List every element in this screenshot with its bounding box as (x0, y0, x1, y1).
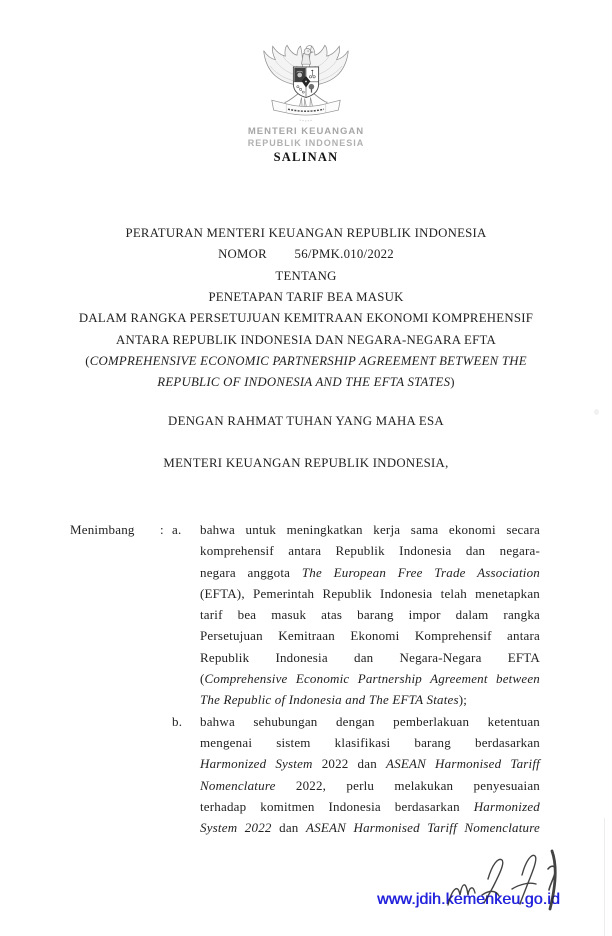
text-run: COMPREHENSIVE ECONOMIC PARTNERSHIP AGREEMENT BETWEEN THE (89, 354, 527, 369)
text-line (200, 519, 540, 540)
text-run: komprehensif antara Republik Indonesia dan negara- (200, 543, 540, 559)
text-run: bahwa untuk meningkatkan kerja sama ekonomi secara (200, 522, 540, 537)
ministry-name-line1: MENTERI KEUANGAN (247, 126, 365, 137)
considering-label: Menimbang (70, 522, 135, 537)
text-line (200, 796, 540, 817)
text-run: ); (458, 692, 468, 708)
handwritten-initials-signature (440, 843, 570, 919)
title-line-subject-2 (36, 308, 576, 329)
text-line (200, 753, 540, 774)
scan-artifact-line (604, 818, 605, 936)
text-run: bahwa sehubungan dengan pemberlakuan ketentuan (200, 713, 540, 729)
text-line (200, 711, 540, 732)
text-line (200, 668, 540, 689)
text-run: Harmonized (473, 798, 540, 814)
text-line (200, 732, 540, 753)
text-run: ASEAN Harmonised Tariff (385, 756, 540, 772)
text-line (200, 583, 540, 604)
authority-line: MENTERI KEUANGAN REPUBLIK INDONESIA, (163, 456, 449, 470)
text-run: DALAM RANGKA PERSETUJUAN KEMITRAAN EKONOMI KOMPREHENSIF (78, 311, 534, 326)
text-run: Nomenclature (200, 777, 276, 793)
text-run: TENTANG (275, 268, 337, 283)
text-run: ( (200, 671, 205, 687)
considering-item-a (172, 519, 540, 711)
considering-section (70, 519, 540, 838)
copy-stamp-label: SALINAN (273, 150, 339, 164)
considering-colon: : (160, 522, 164, 537)
text-line (200, 625, 540, 646)
text-run: System 2022 (200, 820, 272, 836)
text-run: negara anggota (200, 564, 302, 580)
text-line (200, 540, 540, 561)
text-run: Republik Indonesia dan Negara-Negara EFTA (200, 649, 540, 665)
text-run: Harmonized System (200, 756, 313, 772)
text-run: 2022, perlu melakukan penyesuaian (275, 777, 540, 793)
text-run: PENETAPAN TARIF BEA MASUK (208, 290, 404, 305)
item-letter-a: a. (172, 522, 182, 537)
invocation-line: DENGAN RAHMAT TUHAN YANG MAHA ESA (168, 414, 444, 428)
title-line-subject-3 (36, 330, 576, 351)
scan-artifact-dot (594, 409, 599, 415)
garuda-pancasila-emblem-icon (261, 44, 351, 124)
text-line (200, 689, 540, 710)
text-run: Comprehensive Economic Partnership Agreement between (204, 671, 540, 687)
text-run: ASEAN Harmonised Tariff Nomenclature (306, 820, 540, 836)
text-run: ) (450, 375, 455, 390)
title-line-regulation (36, 223, 576, 244)
text-run: Persetujuan Kemitraan Ekonomi Komprehensif antara (200, 628, 540, 644)
text-line (200, 604, 540, 625)
title-line-english-1 (36, 351, 576, 372)
text-run: dan (271, 820, 306, 836)
text-run: terhadap komitmen Indonesia berdasarkan (200, 798, 474, 814)
text-run: mengenai sistem klasifikasi barang berdasarkan (200, 734, 540, 750)
title-line-english-2 (36, 372, 576, 393)
title-line-tentang (36, 266, 576, 287)
title-line-number (36, 244, 576, 265)
text-line (200, 647, 540, 668)
text-run: PERATURAN MENTERI KEUANGAN REPUBLIK INDONESIA (125, 226, 487, 240)
text-line (200, 562, 540, 583)
text-line (200, 817, 540, 838)
ministry-name-line2: REPUBLIK INDONESIA (247, 138, 365, 148)
text-run: ANTARA REPUBLIK INDONESIA DAN NEGARA-NEGARA EFTA (116, 332, 496, 347)
regulation-title (36, 223, 576, 394)
text-line (200, 775, 540, 796)
text-run: ( (85, 354, 90, 369)
text-run: The Republic of Indonesia and The EFTA States (200, 692, 459, 708)
text-run: NOMOR 56/PMK.010/2022 (218, 247, 394, 262)
text-run: 2022 dan (312, 756, 386, 772)
text-run: REPUBLIC OF INDONESIA AND THE EFTA STATES (157, 375, 451, 390)
considering-item-b (172, 711, 540, 839)
title-line-subject-1 (36, 287, 576, 308)
item-letter-b: b. (172, 713, 183, 729)
text-run: The European Free Trade Association (301, 564, 540, 580)
jdih-website-link[interactable]: www.jdih.kemenkeu.go.id (377, 891, 560, 908)
text-run: (EFTA), Pemerintah Republik Indonesia telah menetapkan (200, 585, 540, 601)
text-run: tarif bea masuk atas barang impor dalam rangka (200, 607, 540, 623)
